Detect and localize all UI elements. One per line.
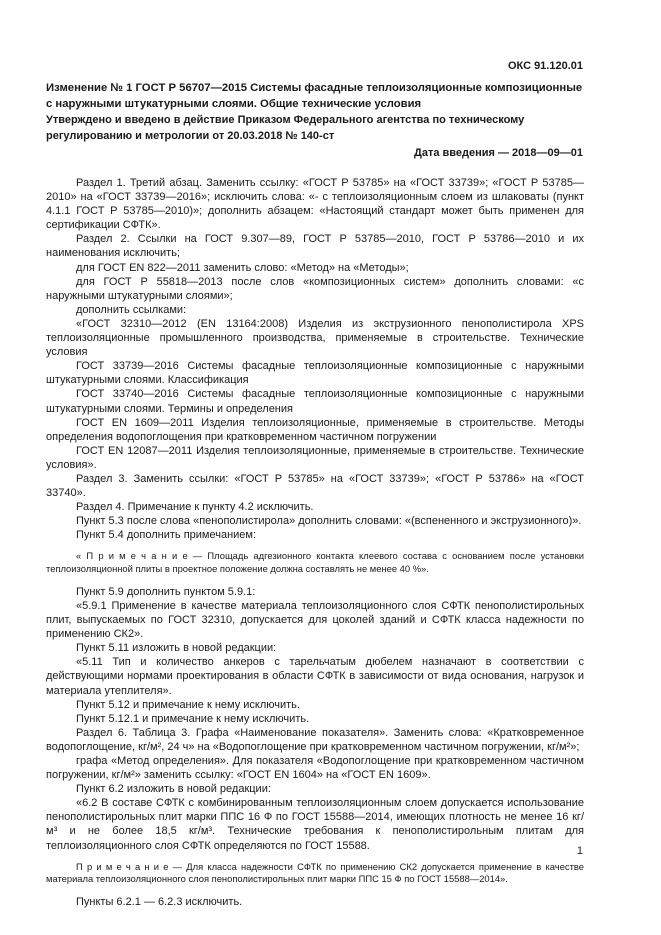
paragraph: Раздел 3. Заменить ссылки: «ГОСТ Р 53785» на «ГОСТ 33739»; «ГОСТ Р 53786» на «ГОСТ 33740». — [46, 472, 584, 500]
paragraph: ГОСТ EN 1609—2011 Изделия теплоизоляционные, применяемые в строительстве. Методы определения водопоглощения при кратковременном частичном погружении — [46, 416, 584, 443]
paragraph: «6.2 В составе СФТК с комбинированным теплоизоляционным слоем допускается использование пенополистирольных плит марки ППС 16 Ф по ГОСТ 15588—2014, имеющих плотность не менее 16 кг/м³ и не более 18,5 кг/м³. Технические требования к пенополистирольным плитам для теплоизоляционного слоя СФТК определяются по ГОСТ 15588. — [46, 797, 584, 852]
paragraph: Пункт 5.11 изложить в новой редакции: — [76, 642, 277, 655]
note-5-4 — [46, 550, 584, 574]
paragraph: Раздел 6. Таблица 3. Графа «Наименование показателя». Заменить слова: «Кратковременное водопоглощение, кг/м², 24 ч» на «Водопоглощение при кратковременном частичном погружении, кг/м²»; — [46, 726, 584, 753]
paragraph: дополнить ссылками: — [76, 303, 187, 316]
paragraph: Раздел 4. Примечание к пункту 4.2 исключить. — [76, 501, 314, 514]
paragraph: «ГОСТ 32310—2012 (EN 13164:2008) Изделия из экструзионного пенополистирола XPS теплоизоляционные промышленного производства, применяемые в строительстве. Технические условия — [46, 317, 584, 359]
paragraph: Пункты 6.2.1 — 6.2.3 исключить. — [76, 896, 243, 909]
amendment-title: Изменение № 1 ГОСТ Р 56707—2015 Системы фасадные теплоизоляционные композиционные с наружными штукатурными слоями. Общие технические условия — [46, 82, 583, 110]
paragraph: Пункт 5.9 дополнить пунктом 5.9.1: — [76, 585, 256, 598]
paragraph: ГОСТ 33739—2016 Системы фасадные теплоизоляционные композиционные с наружными штукатурными слоями. Классификация — [46, 360, 584, 387]
paragraph: Пункт 6.2 изложить в новой редакции: — [76, 783, 271, 796]
note-label: П р и м е ч а н и е — [76, 860, 169, 872]
paragraph: Пункт 5.12 и примечание к нему исключить. — [76, 698, 300, 711]
paragraph: ГОСТ EN 12087—2011 Изделия теплоизоляционные, применяемые в строительстве. Технические условия». — [46, 444, 584, 471]
paragraph: Пункт 5.4 дополнить примечанием: — [76, 529, 257, 542]
paragraph: Раздел 1. Третий абзац. Заменить ссылку: «ГОСТ Р 53785» на «ГОСТ 33739»; «ГОСТ Р 53785—2010» на «ГОСТ 33739—2016»; исключить слова: «- с теплоизоляционным слоем из шлаковаты (пункт 4.1.1 ГОСТ Р 53785—2010)»; дополнить абзацем: «Настоящий стандарт может быть применен для сертификации СФТК». — [46, 177, 584, 232]
paragraph: Раздел 2. Ссылки на ГОСТ 9.307—89, ГОСТ Р 53785—2010, ГОСТ Р 53786—2010 и их наименования исключить; — [46, 233, 584, 260]
paragraph: Пункт 5.12.1 и примечание к нему исключить. — [76, 712, 310, 725]
page-number: 1 — [576, 845, 583, 857]
note-label: « П р и м е ч а н и е — [76, 550, 188, 562]
paragraph: «5.9.1 Применение в качестве материала теплоизоляционного слоя СФТК пенополистирольных плит, выпускаемых по ГОСТ 32310, допускается для цоколей зданий и СФТК класса надежности по применению СК2». — [46, 599, 584, 641]
paragraph: Пункт 5.3 после слова «пенополистирола» дополнить словами: «(вспененного и экструзионного)». — [76, 515, 582, 528]
paragraph: «5.11 Тип и количество анкеров с тарельчатым дюбелем назначают в соответствии с действующими нормами проектирования в области СФТК в зависимости от вида основания, нагрузок и материала утеплителя». — [46, 656, 584, 697]
note-text: — Площадь адгезионного контакта клеевого состава с основанием после установки теплоизоляционной плиты в проектное положение должна составлять не менее 40 %». — [46, 550, 584, 574]
note-text: — Для класса надежности СФТК по применению СК2 допускается применение в качестве материала теплоизоляционного слоя пенополистирольных плит марки ППС 15 Ф по ГОСТ 15588—2014». — [46, 860, 584, 884]
approval-statement: Утверждено и введено в действие Приказом Федерального агентства по техническому регулированию и метрологии от 20.03.2018 № 140-ст — [46, 114, 525, 142]
paragraph: для ГОСТ EN 822—2011 заменить слово: «Метод» на «Методы»; — [76, 261, 409, 274]
paragraph: графа «Метод определения». Для показателя «Водопоглощение при кратковременном частичном погружении, кг/м²» заменить ссылку: «ГОСТ EN 1604» на «ГОСТ EN 1609». — [46, 754, 584, 782]
note-6-2 — [46, 861, 584, 885]
paragraph: ГОСТ 33740—2016 Системы фасадные теплоизоляционные композиционные с наружными штукатурными слоями. Термины и определения — [46, 388, 584, 415]
paragraph: для ГОСТ Р 55818—2013 после слов «композиционных систем» дополнить словами: «с наружными штукатурными слоями»; — [46, 275, 584, 302]
effective-date: Дата введения — 2018—09—01 — [414, 147, 583, 159]
oks-code: ОКС 91.120.01 — [507, 60, 583, 72]
document-body — [46, 176, 584, 909]
